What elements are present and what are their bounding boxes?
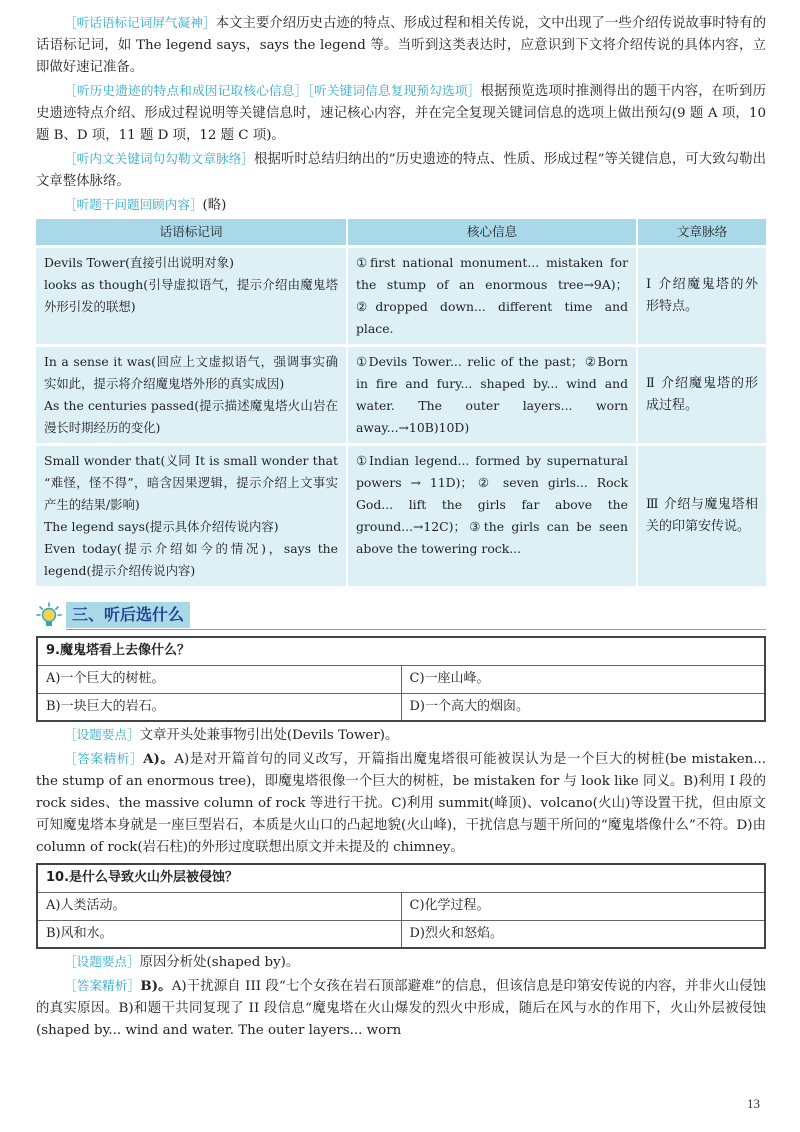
point-text: 原因分析处(shaped by)。: [139, 955, 300, 970]
question-point: [36, 951, 766, 974]
option: D)一个高大的烟囱。: [401, 693, 765, 721]
options-row: [37, 892, 765, 920]
paragraph-text: (略): [202, 198, 227, 213]
option: A)一个巨大的树桩。: [37, 665, 401, 693]
option: C)化学过程。: [401, 892, 765, 920]
options-row: [37, 693, 765, 721]
answer-key: A)。: [143, 751, 175, 767]
point-tag: ［ 设题要点 ］: [64, 727, 140, 742]
section-title: 三、听后选什么: [66, 602, 190, 628]
marker-cell: Devils Tower(直接引出说明对象) looks as though(引导虚拟语气，提示介绍由魔鬼塔外形引发的联想): [36, 245, 348, 344]
outline-cell: Ⅱ 介绍魔鬼塔的形成过程。: [638, 344, 766, 443]
point-tag: ［ 设题要点 ］: [64, 954, 140, 969]
question-10-table: [36, 863, 766, 949]
core-info-cell: ①Devils Tower... relic of the past；②Born in fire and fury... shaped by... wind and water. The outer layers... worn away...→10B)10D): [348, 344, 638, 443]
table-row: [36, 245, 766, 344]
column-header: 文章脉络: [638, 219, 766, 245]
core-info-cell: ①first national monument... mistaken for the stump of an enormous tree→9A)；②dropped down... different time and place.: [348, 245, 638, 344]
section-tag: ［ 听话语标记词屏气凝神 ］: [64, 15, 216, 30]
section-tag: ［ 听内文关键词句勾勒文章脉络 ］: [64, 151, 254, 166]
outline-cell: Ⅲ 介绍与魔鬼塔相关的印第安传说。: [638, 443, 766, 586]
question-9-table: [36, 636, 766, 722]
answer-tag: ［ 答案精析 ］: [64, 751, 143, 766]
options-row: [37, 920, 765, 948]
table-header-row: [36, 219, 766, 245]
answer-key: B)。: [140, 978, 172, 994]
paragraph-text: 根据预览选项时推测得出的题干内容，在听到历史遗迹特点介绍、形成过程说明等关键信息时，速记核心内容，并在完全复现关键词信息的选项上做出预勾(9 题 A 项，10 题 B、D 项，11 题 D 项，12 题 C 项)。: [36, 84, 767, 143]
lightbulb-icon: [36, 602, 62, 628]
section-tag: ［ 听题干问题回顾内容 ］: [64, 197, 203, 212]
answer-analysis: [36, 975, 766, 1042]
question-row: [37, 637, 765, 665]
section-tag: ［ 听关键词信息复现预勾选项 ］: [307, 83, 480, 98]
point-text: 文章开头处兼事物引出处(Devils Tower)。: [139, 728, 399, 743]
analysis-table: [36, 219, 766, 586]
option: A)人类活动。: [37, 892, 401, 920]
paragraph-text: 本文主要介绍历史古迹的特点、形成过程和相关传说，文中出现了一些介绍传说故事时特有的话语标记词，如 The legend says，says the legend 等。当听到这类表达时，应意识到下文将介绍传说的具体内容，立即做好速记准备。: [36, 16, 767, 75]
option: C)一座山峰。: [401, 665, 765, 693]
marker-cell: In a sense it was(回应上文虚拟语气，强调事实确实如此，提示将介绍魔鬼塔外形的真实成因) As the centuries passed(提示描述魔鬼塔火山岩在漫长时期经历的变化): [36, 344, 348, 443]
option: D)烈火和怒焰。: [401, 920, 765, 948]
page-number: 13: [747, 1096, 760, 1111]
intro-paragraph-4: [36, 194, 766, 217]
table-row: [36, 443, 766, 586]
intro-paragraph-3: [36, 148, 766, 193]
outline-cell: Ⅰ 介绍魔鬼塔的外形特点。: [638, 245, 766, 344]
question-text: 9.魔鬼塔看上去像什么？: [37, 637, 765, 665]
column-header: 话语标记词: [36, 219, 348, 245]
page: [36, 12, 766, 1043]
question-row: [37, 864, 765, 892]
section-heading: [36, 600, 766, 632]
paragraph-text: 根据听时总结归纳出的“历史遗迹的特点、性质、形成过程”等关键信息，可大致勾勒出文章整体脉络。: [36, 152, 766, 189]
answer-text: A)干扰源自 III 段“七个女孩在岩石顶部避难”的信息，但该信息是印第安传说的内容，并非火山侵蚀的真实原因。B)和题干共同复现了 II 段信息“魔鬼塔在火山爆发的烈火中形成，随后在风与水的作用下，火山外层被侵蚀(shaped by... wind and water. The outer layers... worn: [36, 979, 767, 1038]
answer-text: A)是对开篇首句的同义改写，开篇指出魔鬼塔很可能被误认为是一个巨大的树桩(be mistaken... the stump of an enormous tree)，即魔鬼塔很像一个巨大的树桩，be mistaken for 与 look like 同义。B)利用 I 段的 rock sides、the massive column of rock 等进行干扰。C)利用 summit(峰顶)、volcano(火山)等设置干扰，但由原文可知魔鬼塔本身就是一座巨型岩石，本质是火山口的凸起地貌(火山峰)，干扰信息与题干所问的“魔鬼塔像什么”不符。D)由 column of rock(岩石柱)的外形过度联想出原文并未提及的 chimney。: [36, 752, 767, 855]
section-tag: ［ 听历史遗迹的特点和成因记取核心信息 ］: [64, 83, 307, 98]
intro-paragraph-1: [36, 12, 766, 79]
option: B)风和水。: [37, 920, 401, 948]
intro-paragraph-2: [36, 80, 766, 147]
question-point: [36, 724, 766, 747]
options-row: [37, 665, 765, 693]
table-row: [36, 344, 766, 443]
core-info-cell: ①Indian legend... formed by supernatural powers → 11D)；② seven girls... Rock God... lift the girls far above the ground...→12C)；③the girls can be seen above the towering rock...: [348, 443, 638, 586]
column-header: 核心信息: [348, 219, 638, 245]
question-text: 10.是什么导致火山外层被侵蚀？: [37, 864, 765, 892]
marker-cell: Small wonder that(义同 It is small wonder that “难怪，怪不得”，暗含因果逻辑，提示介绍上文事实产生的结果/影响) The legend says(提示具体介绍传说内容) Even today(提示介绍如今的情况)，says the legend(提示介绍传说内容): [36, 443, 348, 586]
divider: [66, 629, 766, 630]
answer-analysis: [36, 748, 766, 859]
answer-tag: ［ 答案精析 ］: [64, 978, 140, 993]
option: B)一块巨大的岩石。: [37, 693, 401, 721]
